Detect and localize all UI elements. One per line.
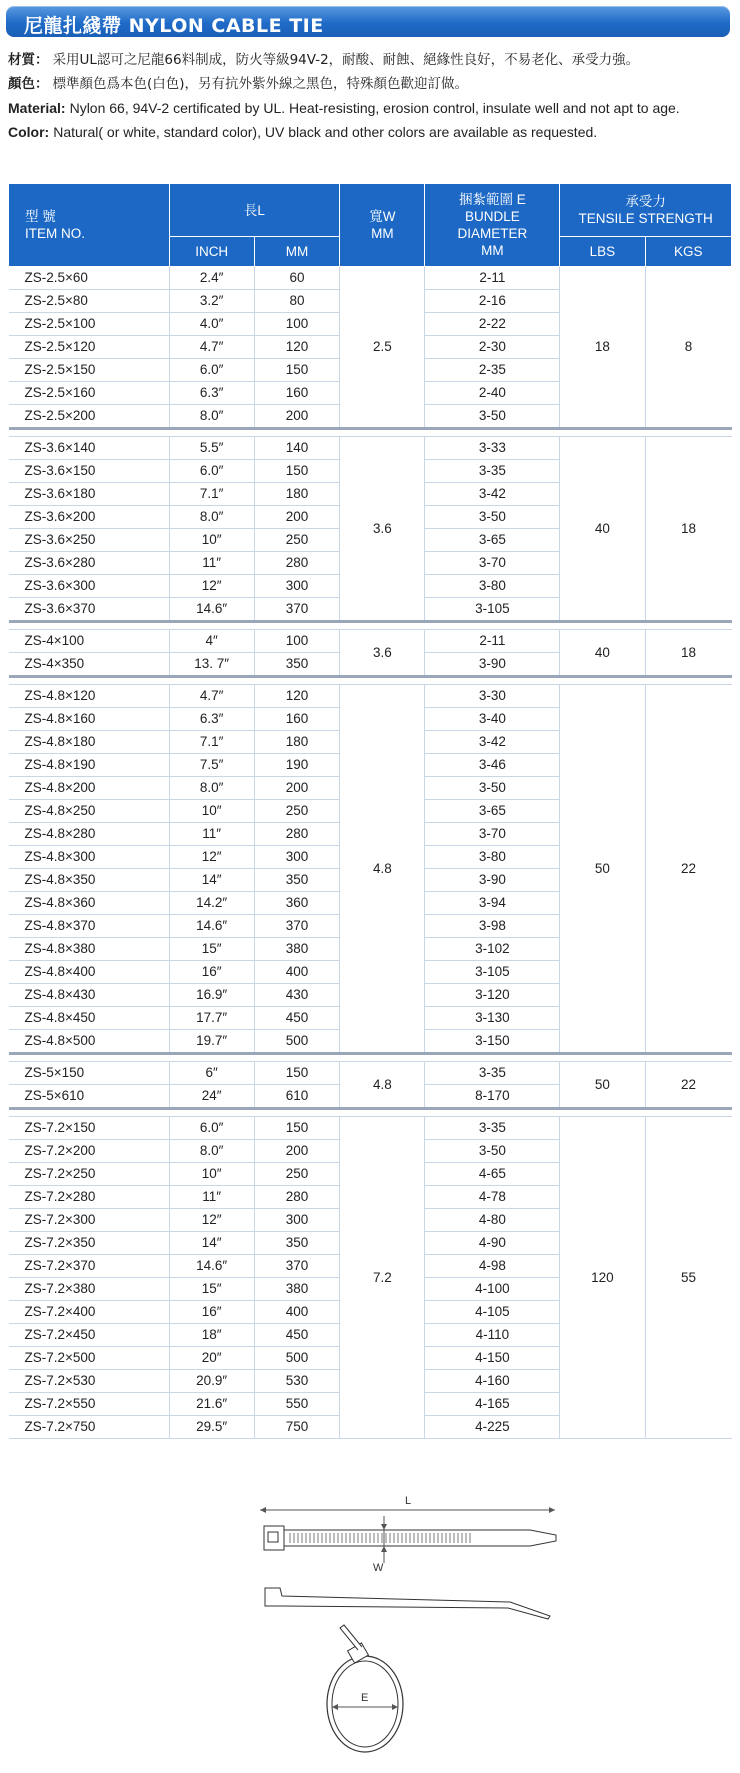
cell-length-inch: 20.9″ xyxy=(169,1370,254,1393)
cell-bundle-diameter: 3-70 xyxy=(425,552,560,575)
header-width-mm: MM xyxy=(371,226,394,241)
cell-length-inch: 6.0″ xyxy=(169,460,254,483)
cell-bundle-diameter: 3-50 xyxy=(425,777,560,800)
cell-length-mm: 190 xyxy=(254,754,339,777)
cell-length-inch: 11″ xyxy=(169,552,254,575)
cell-bundle-diameter: 4-150 xyxy=(425,1347,560,1370)
cell-bundle-diameter: 4-110 xyxy=(425,1324,560,1347)
cell-length-mm: 120 xyxy=(254,336,339,359)
cell-tensile-kgs: 22 xyxy=(645,1062,732,1109)
arrow-left-icon xyxy=(332,1704,338,1710)
cell-bundle-diameter: 3-50 xyxy=(425,1140,560,1163)
cell-length-mm: 280 xyxy=(254,552,339,575)
spec-material-zh xyxy=(8,50,736,70)
cell-length-inch: 11″ xyxy=(169,1186,254,1209)
tie-head-slot xyxy=(268,1532,278,1542)
cell-length-mm: 150 xyxy=(254,1117,339,1140)
cell-item-no: ZS-3.6×200 xyxy=(9,506,170,529)
cell-item-no: ZS-2.5×150 xyxy=(9,359,170,382)
arrow-right-icon xyxy=(549,1507,555,1513)
cell-length-inch: 8.0″ xyxy=(169,506,254,529)
group-separator xyxy=(9,1109,732,1117)
cell-tensile-kgs: 8 xyxy=(645,267,732,429)
cell-bundle-diameter: 3-80 xyxy=(425,575,560,598)
cell-length-mm: 450 xyxy=(254,1007,339,1030)
cell-length-mm: 530 xyxy=(254,1370,339,1393)
cell-item-no: ZS-5×150 xyxy=(9,1062,170,1085)
page-title: 尼龍扎綫帶 NYLON CABLE TIE xyxy=(24,15,324,37)
cell-length-mm: 200 xyxy=(254,1140,339,1163)
cell-bundle-diameter: 3-70 xyxy=(425,823,560,846)
cell-item-no: ZS-2.5×100 xyxy=(9,313,170,336)
cell-bundle-diameter: 3-150 xyxy=(425,1030,560,1054)
cell-length-mm: 140 xyxy=(254,437,339,460)
group-separator xyxy=(9,429,732,437)
cell-item-no: ZS-7.2×380 xyxy=(9,1278,170,1301)
cell-bundle-diameter: 2-16 xyxy=(425,290,560,313)
cell-item-no: ZS-3.6×150 xyxy=(9,460,170,483)
cell-length-inch: 7.5″ xyxy=(169,754,254,777)
cell-bundle-diameter: 3-50 xyxy=(425,405,560,429)
cell-item-no: ZS-4.8×300 xyxy=(9,846,170,869)
cell-bundle-diameter: 3-130 xyxy=(425,1007,560,1030)
cell-length-inch: 8.0″ xyxy=(169,405,254,429)
cell-bundle-diameter: 8-170 xyxy=(425,1085,560,1109)
cell-length-mm: 370 xyxy=(254,598,339,622)
cell-item-no: ZS-4.8×250 xyxy=(9,800,170,823)
header-length: 長L xyxy=(169,184,340,237)
cell-length-mm: 380 xyxy=(254,1278,339,1301)
cell-bundle-diameter: 3-105 xyxy=(425,961,560,984)
cell-bundle-diameter: 3-65 xyxy=(425,529,560,552)
cell-length-inch: 6″ xyxy=(169,1062,254,1085)
cell-width-mm: 2.5 xyxy=(340,267,425,429)
header-inch: INCH xyxy=(169,237,254,267)
cell-length-inch: 4.7″ xyxy=(169,336,254,359)
header-kgs: KGS xyxy=(645,237,732,267)
cell-item-no: ZS-4.8×280 xyxy=(9,823,170,846)
cell-item-no: ZS-2.5×60 xyxy=(9,267,170,290)
cell-length-mm: 300 xyxy=(254,846,339,869)
arrow-left-icon xyxy=(260,1507,266,1513)
cell-length-mm: 250 xyxy=(254,800,339,823)
cell-bundle-diameter: 3-50 xyxy=(425,506,560,529)
cell-length-mm: 280 xyxy=(254,1186,339,1209)
cell-bundle-diameter: 2-11 xyxy=(425,630,560,653)
cell-width-mm: 7.2 xyxy=(340,1117,425,1439)
title-bar xyxy=(6,6,730,37)
cell-item-no: ZS-4.8×190 xyxy=(9,754,170,777)
cell-length-inch: 16.9″ xyxy=(169,984,254,1007)
separator-cell xyxy=(9,622,732,630)
cell-item-no: ZS-4.8×400 xyxy=(9,961,170,984)
cell-length-mm: 610 xyxy=(254,1085,339,1109)
cell-item-no: ZS-3.6×140 xyxy=(9,437,170,460)
cell-bundle-diameter: 3-80 xyxy=(425,846,560,869)
cell-width-mm: 3.6 xyxy=(340,630,425,677)
cell-item-no: ZS-2.5×160 xyxy=(9,382,170,405)
cell-length-mm: 350 xyxy=(254,869,339,892)
cell-bundle-diameter: 3-33 xyxy=(425,437,560,460)
cell-bundle-diameter: 3-30 xyxy=(425,685,560,708)
cell-length-inch: 13. 7″ xyxy=(169,653,254,677)
cell-length-mm: 370 xyxy=(254,915,339,938)
cell-bundle-diameter: 3-40 xyxy=(425,708,560,731)
cell-item-no: ZS-7.2×400 xyxy=(9,1301,170,1324)
cell-length-inch: 6.0″ xyxy=(169,359,254,382)
table-body xyxy=(9,267,732,1439)
cell-item-no: ZS-4×350 xyxy=(9,653,170,677)
cell-bundle-diameter: 4-90 xyxy=(425,1232,560,1255)
cell-item-no: ZS-4.8×200 xyxy=(9,777,170,800)
spec-color-zh xyxy=(8,74,736,94)
spec-label: Material: xyxy=(8,100,66,116)
table-row xyxy=(9,685,732,708)
cell-width-mm: 4.8 xyxy=(340,1062,425,1109)
spec-label: Color: xyxy=(8,124,50,140)
cell-tensile-kgs: 22 xyxy=(645,685,732,1054)
cell-item-no: ZS-3.6×280 xyxy=(9,552,170,575)
separator-cell xyxy=(9,677,732,685)
cell-bundle-diameter: 4-98 xyxy=(425,1255,560,1278)
cell-item-no: ZS-5×610 xyxy=(9,1085,170,1109)
cell-length-inch: 11″ xyxy=(169,823,254,846)
cell-length-inch: 8.0″ xyxy=(169,1140,254,1163)
cell-bundle-diameter: 3-120 xyxy=(425,984,560,1007)
arrow-right-icon xyxy=(392,1704,398,1710)
cell-length-mm: 180 xyxy=(254,731,339,754)
cell-item-no: ZS-7.2×200 xyxy=(9,1140,170,1163)
cell-item-no: ZS-3.6×180 xyxy=(9,483,170,506)
cell-length-mm: 200 xyxy=(254,506,339,529)
spec-text: Natural( or white, standard color), UV black and other colors are available as requested. xyxy=(53,124,598,140)
arrow-down-icon xyxy=(381,1524,387,1530)
cell-tensile-kgs: 55 xyxy=(645,1117,732,1439)
cell-bundle-diameter: 2-11 xyxy=(425,267,560,290)
cell-length-inch: 4″ xyxy=(169,630,254,653)
cell-length-mm: 150 xyxy=(254,1062,339,1085)
cell-length-inch: 4.0″ xyxy=(169,313,254,336)
cell-length-mm: 200 xyxy=(254,405,339,429)
cell-length-inch: 6.0″ xyxy=(169,1117,254,1140)
cell-item-no: ZS-4.8×500 xyxy=(9,1030,170,1054)
cell-length-inch: 6.3″ xyxy=(169,382,254,405)
cell-item-no: ZS-7.2×350 xyxy=(9,1232,170,1255)
cell-item-no: ZS-2.5×120 xyxy=(9,336,170,359)
cell-item-no: ZS-7.2×450 xyxy=(9,1324,170,1347)
cell-tensile-lbs: 120 xyxy=(560,1117,645,1439)
cell-item-no: ZS-4.8×380 xyxy=(9,938,170,961)
cell-length-mm: 160 xyxy=(254,708,339,731)
tie-strap xyxy=(284,1530,556,1546)
group-separator xyxy=(9,1054,732,1062)
cell-length-mm: 120 xyxy=(254,685,339,708)
header-bundle-en1: BUNDLE xyxy=(464,209,520,224)
header-tensile xyxy=(560,184,732,237)
cell-bundle-diameter: 3-42 xyxy=(425,731,560,754)
cell-bundle-diameter: 4-105 xyxy=(425,1301,560,1324)
cell-item-no: ZS-7.2×550 xyxy=(9,1393,170,1416)
cell-length-inch: 18″ xyxy=(169,1324,254,1347)
cell-tensile-lbs: 40 xyxy=(560,630,645,677)
header-width xyxy=(340,184,425,267)
cell-length-mm: 80 xyxy=(254,290,339,313)
cell-bundle-diameter: 3-105 xyxy=(425,598,560,622)
cell-item-no: ZS-7.2×750 xyxy=(9,1416,170,1439)
cell-item-no: ZS-4.8×450 xyxy=(9,1007,170,1030)
cell-item-no: ZS-3.6×250 xyxy=(9,529,170,552)
cell-bundle-diameter: 3-94 xyxy=(425,892,560,915)
spec-material-en xyxy=(8,98,736,118)
cell-length-inch: 12″ xyxy=(169,1209,254,1232)
cell-length-mm: 60 xyxy=(254,267,339,290)
cell-length-inch: 4.7″ xyxy=(169,685,254,708)
cell-length-inch: 21.6″ xyxy=(169,1393,254,1416)
cell-bundle-diameter: 3-35 xyxy=(425,460,560,483)
spec-text: 采用UL認可之尼龍66料制成，防火等級94V-2，耐酸、耐蝕、絕緣性良好，不易老化、承受力強。 xyxy=(52,52,640,68)
cell-bundle-diameter: 3-90 xyxy=(425,869,560,892)
cell-item-no: ZS-4.8×160 xyxy=(9,708,170,731)
cell-item-no: ZS-2.5×80 xyxy=(9,290,170,313)
spec-label: 材質： xyxy=(8,52,49,68)
cell-item-no: ZS-4.8×120 xyxy=(9,685,170,708)
cell-length-mm: 400 xyxy=(254,1301,339,1324)
cell-length-mm: 750 xyxy=(254,1416,339,1439)
cell-length-mm: 350 xyxy=(254,1232,339,1255)
header-tensile-en: TENSILE STRENGTH xyxy=(578,211,713,226)
cell-tensile-kgs: 18 xyxy=(645,630,732,677)
cell-item-no: ZS-7.2×500 xyxy=(9,1347,170,1370)
header-item-zh: 型 號 xyxy=(25,209,56,224)
table-row xyxy=(9,1117,732,1140)
header-bundle xyxy=(425,184,560,267)
cell-bundle-diameter: 4-160 xyxy=(425,1370,560,1393)
cell-length-inch: 6.3″ xyxy=(169,708,254,731)
cell-length-inch: 10″ xyxy=(169,1163,254,1186)
cell-item-no: ZS-4.8×370 xyxy=(9,915,170,938)
spec-text: Nylon 66, 94V-2 certificated by UL. Heat-resisting, erosion control, insulate well and not apt to age. xyxy=(69,100,680,116)
arrow-up-icon xyxy=(381,1546,387,1552)
cell-length-mm: 500 xyxy=(254,1347,339,1370)
group-separator xyxy=(9,677,732,685)
cell-length-mm: 160 xyxy=(254,382,339,405)
separator-cell xyxy=(9,1109,732,1117)
table-row xyxy=(9,630,732,653)
cell-length-inch: 12″ xyxy=(169,846,254,869)
cell-bundle-diameter: 3-102 xyxy=(425,938,560,961)
cell-item-no: ZS-2.5×200 xyxy=(9,405,170,429)
tie-loop-inner xyxy=(332,1661,398,1747)
cell-item-no: ZS-4.8×430 xyxy=(9,984,170,1007)
cell-bundle-diameter: 3-35 xyxy=(425,1117,560,1140)
spec-text: 標準顏色爲本色(白色)，另有抗外紫外線之黑色，特殊顏色歡迎訂做。 xyxy=(52,76,469,92)
spec-block xyxy=(8,50,736,146)
cell-length-mm: 380 xyxy=(254,938,339,961)
cell-length-mm: 370 xyxy=(254,1255,339,1278)
cell-length-inch: 15″ xyxy=(169,1278,254,1301)
cell-length-inch: 5.5″ xyxy=(169,437,254,460)
cell-item-no: ZS-7.2×150 xyxy=(9,1117,170,1140)
cell-length-mm: 360 xyxy=(254,892,339,915)
cell-width-mm: 3.6 xyxy=(340,437,425,622)
cell-length-mm: 250 xyxy=(254,529,339,552)
header-item-en: ITEM NO. xyxy=(25,226,85,241)
cell-item-no: ZS-4×100 xyxy=(9,630,170,653)
table-row xyxy=(9,267,732,290)
table-row xyxy=(9,1062,732,1085)
cell-length-inch: 3.2″ xyxy=(169,290,254,313)
cell-length-inch: 14″ xyxy=(169,869,254,892)
label-e: E xyxy=(361,1692,369,1704)
cell-tensile-lbs: 40 xyxy=(560,437,645,622)
cell-item-no: ZS-4.8×350 xyxy=(9,869,170,892)
cell-length-inch: 7.1″ xyxy=(169,731,254,754)
spec-label: 顏色： xyxy=(8,76,49,92)
cell-item-no: ZS-7.2×280 xyxy=(9,1186,170,1209)
cell-length-mm: 450 xyxy=(254,1324,339,1347)
cell-tensile-lbs: 50 xyxy=(560,685,645,1054)
cell-item-no: ZS-3.6×370 xyxy=(9,598,170,622)
cell-item-no: ZS-4.8×360 xyxy=(9,892,170,915)
cell-length-inch: 16″ xyxy=(169,1301,254,1324)
cell-bundle-diameter: 2-30 xyxy=(425,336,560,359)
cell-length-inch: 19.7″ xyxy=(169,1030,254,1054)
header-bundle-en2: DIAMETER xyxy=(457,226,528,241)
cell-length-inch: 12″ xyxy=(169,575,254,598)
cell-tensile-lbs: 18 xyxy=(560,267,645,429)
cell-bundle-diameter: 2-35 xyxy=(425,359,560,382)
cell-bundle-diameter: 4-80 xyxy=(425,1209,560,1232)
cell-length-mm: 100 xyxy=(254,313,339,336)
cell-length-mm: 150 xyxy=(254,460,339,483)
cell-length-mm: 280 xyxy=(254,823,339,846)
cell-length-inch: 10″ xyxy=(169,800,254,823)
cell-bundle-diameter: 4-165 xyxy=(425,1393,560,1416)
cell-bundle-diameter: 4-78 xyxy=(425,1186,560,1209)
cell-length-mm: 500 xyxy=(254,1030,339,1054)
diagram-svg xyxy=(240,1468,600,1768)
header-tensile-zh: 承受力 xyxy=(625,194,666,209)
cell-length-mm: 430 xyxy=(254,984,339,1007)
cell-item-no: ZS-7.2×370 xyxy=(9,1255,170,1278)
cable-tie-spec-table xyxy=(8,183,732,1439)
cell-length-mm: 200 xyxy=(254,777,339,800)
cell-length-inch: 8.0″ xyxy=(169,777,254,800)
cell-item-no: ZS-4.8×180 xyxy=(9,731,170,754)
cell-length-inch: 14.2″ xyxy=(169,892,254,915)
cell-length-inch: 2.4″ xyxy=(169,267,254,290)
table-row xyxy=(9,437,732,460)
group-separator xyxy=(9,622,732,630)
cell-bundle-diameter: 4-225 xyxy=(425,1416,560,1439)
separator-cell xyxy=(9,1054,732,1062)
cell-bundle-diameter: 3-98 xyxy=(425,915,560,938)
cell-bundle-diameter: 3-65 xyxy=(425,800,560,823)
header-bundle-mm: MM xyxy=(481,243,504,258)
cell-bundle-diameter: 3-42 xyxy=(425,483,560,506)
cell-bundle-diameter: 2-22 xyxy=(425,313,560,336)
label-w: W xyxy=(373,1562,384,1574)
cell-item-no: ZS-7.2×300 xyxy=(9,1209,170,1232)
cell-width-mm: 4.8 xyxy=(340,685,425,1054)
cell-length-inch: 10″ xyxy=(169,529,254,552)
separator-cell xyxy=(9,429,732,437)
cell-length-mm: 550 xyxy=(254,1393,339,1416)
cell-length-mm: 100 xyxy=(254,630,339,653)
cell-item-no: ZS-3.6×300 xyxy=(9,575,170,598)
cable-tie-diagram xyxy=(240,1468,600,1768)
cell-length-mm: 180 xyxy=(254,483,339,506)
cell-length-inch: 15″ xyxy=(169,938,254,961)
cell-length-mm: 300 xyxy=(254,575,339,598)
tie-side-view xyxy=(265,1588,550,1619)
tie-loop-tail xyxy=(340,1625,362,1650)
cell-bundle-diameter: 3-46 xyxy=(425,754,560,777)
header-width-zh: 寬W xyxy=(369,209,396,224)
header-bundle-zh: 捆紮範圍 E xyxy=(458,192,526,207)
cell-item-no: ZS-7.2×250 xyxy=(9,1163,170,1186)
cell-length-inch: 14″ xyxy=(169,1232,254,1255)
cell-length-inch: 24″ xyxy=(169,1085,254,1109)
cell-bundle-diameter: 3-90 xyxy=(425,653,560,677)
cell-bundle-diameter: 4-65 xyxy=(425,1163,560,1186)
cell-length-inch: 14.6″ xyxy=(169,915,254,938)
header-lbs: LBS xyxy=(560,237,645,267)
cell-bundle-diameter: 2-40 xyxy=(425,382,560,405)
cell-item-no: ZS-7.2×530 xyxy=(9,1370,170,1393)
cell-length-inch: 29.5″ xyxy=(169,1416,254,1439)
label-l: L xyxy=(405,1495,412,1507)
header-mm: MM xyxy=(254,237,339,267)
cell-length-mm: 300 xyxy=(254,1209,339,1232)
cell-length-mm: 150 xyxy=(254,359,339,382)
tie-loop-outer xyxy=(327,1656,403,1752)
cell-tensile-kgs: 18 xyxy=(645,437,732,622)
header-item xyxy=(9,184,170,267)
cell-length-inch: 7.1″ xyxy=(169,483,254,506)
cell-length-inch: 20″ xyxy=(169,1347,254,1370)
cell-bundle-diameter: 4-100 xyxy=(425,1278,560,1301)
spec-color-en xyxy=(8,122,736,142)
cell-length-mm: 350 xyxy=(254,653,339,677)
cell-tensile-lbs: 50 xyxy=(560,1062,645,1109)
cell-length-mm: 400 xyxy=(254,961,339,984)
cell-length-inch: 16″ xyxy=(169,961,254,984)
cell-length-inch: 17.7″ xyxy=(169,1007,254,1030)
cell-length-inch: 14.6″ xyxy=(169,598,254,622)
cell-bundle-diameter: 3-35 xyxy=(425,1062,560,1085)
cell-length-inch: 14.6″ xyxy=(169,1255,254,1278)
cell-length-mm: 250 xyxy=(254,1163,339,1186)
